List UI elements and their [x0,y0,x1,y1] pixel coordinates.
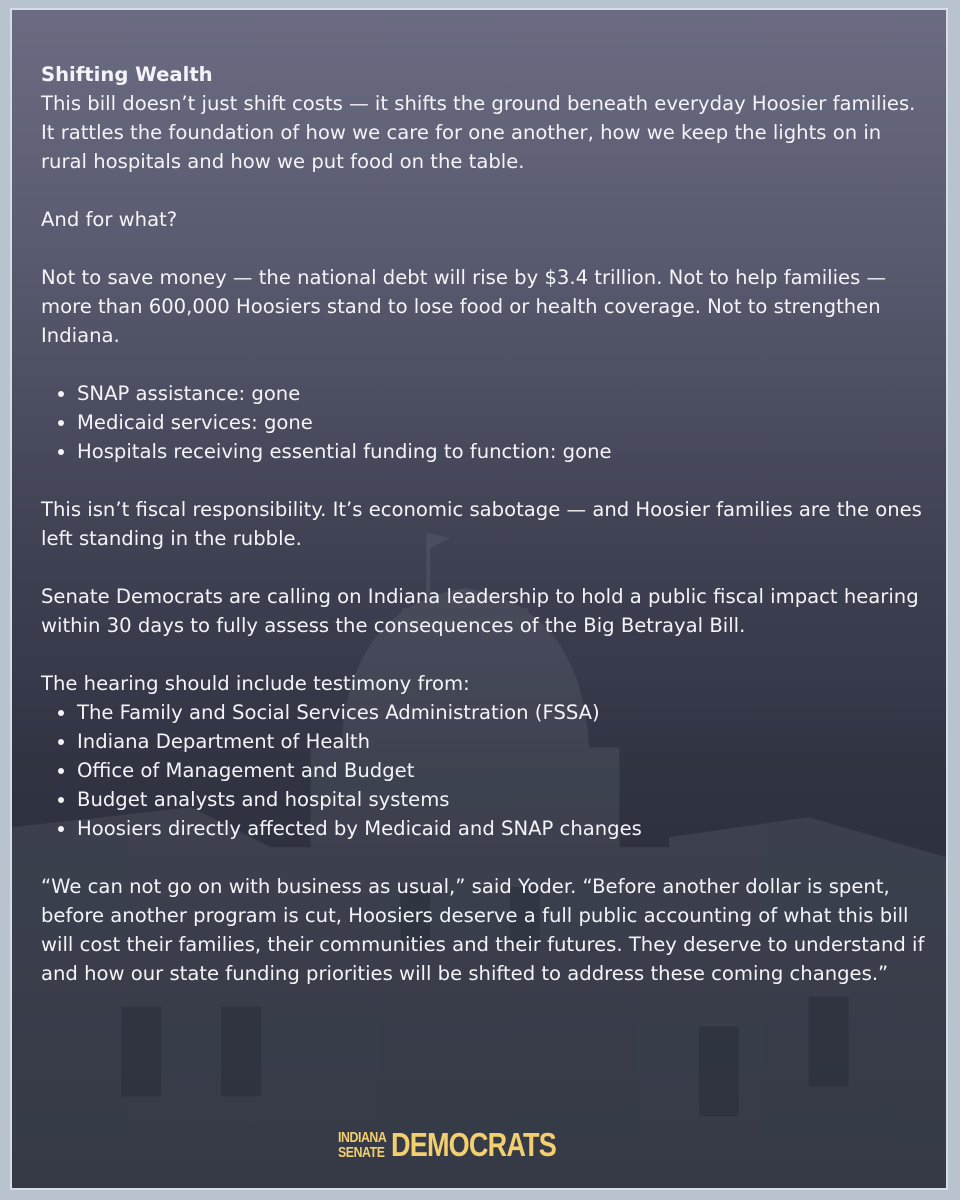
list-item: • Medicaid services: gone [77,408,931,437]
question-paragraph: And for what? [41,208,178,231]
section-heading: Shifting Wealth [41,63,213,86]
list-item: • Office of Management and Budget [77,756,931,785]
testimony-intro: The hearing should include testimony from: [41,672,470,695]
indiana-senate-democrats-logo [338,1120,592,1170]
article-body [41,60,931,1017]
debt-paragraph: Not to save money — the national debt will rise by $3.4 trillion. Not to help families — more than 600,000 Hoosiers stand to lose food or health coverage. Not to strengthen Indiana. [41,266,887,347]
logo-line-senate: SENATE [338,1144,385,1161]
logo-line-indiana: INDIANA [338,1129,387,1146]
list-item: • Hospitals receiving essential funding to function: gone [77,437,931,466]
list-item: • Indiana Department of Health [77,727,931,756]
intro-paragraph: This bill doesn’t just shift costs — it shifts the ground beneath everyday Hoosier families. It rattles the foundation of how we care for one another, how we keep the lights on in rural hospitals and how we put food on the table. [41,92,916,173]
list-item: • SNAP assistance: gone [77,379,931,408]
losses-list [41,379,931,466]
testimony-list [41,698,931,843]
post-image [10,8,948,1190]
list-item: • Budget analysts and hospital systems [77,785,931,814]
hearing-paragraph: Senate Democrats are calling on Indiana leadership to hold a public fiscal impact hearing within 30 days to fully assess the consequences of the Big Betrayal Bill. [41,585,919,637]
list-item: • Hoosiers directly affected by Medicaid and SNAP changes [77,814,931,843]
sabotage-paragraph: This isn’t fiscal responsibility. It’s economic sabotage — and Hoosier families are the ones left standing in the rubble. [41,498,922,550]
yoder-quote: “We can not go on with business as usual,” said Yoder. “Before another dollar is spent, before another program is cut, Hoosiers deserve a full public accounting of what this bill will cost their families, their communities and their futures. They deserve to understand if and how our state funding priorities will be shifted to address these coming changes.” [41,875,925,985]
logo-word-democrats: DEMOCRATS [391,1126,556,1163]
list-item: • The Family and Social Services Administration (FSSA) [77,698,931,727]
